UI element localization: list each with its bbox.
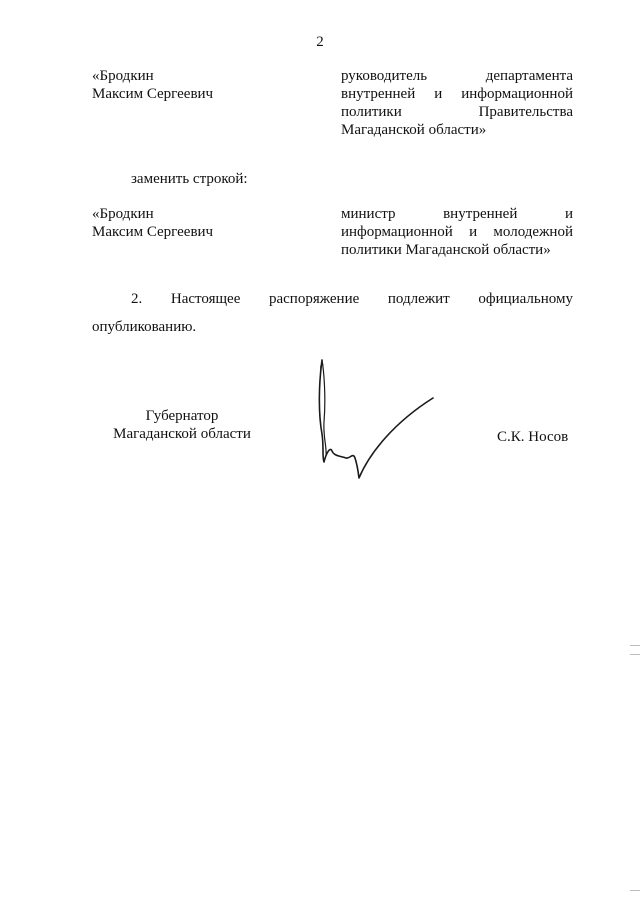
paragraph-2 [92,290,573,336]
signatory-title [92,407,272,443]
position-old [341,67,573,139]
scan-edge-mark [630,890,640,891]
position-new [341,205,573,259]
given-name-line: Максим Сергеевич [92,224,214,240]
signatory-name: С.К. Носов [497,429,569,445]
position-line: политики Магаданской области» [341,242,551,258]
paragraph-line: 2. Настоящее распоряжение подлежит официальному [131,291,573,307]
page-number: 2 [316,34,324,50]
person-name-old [92,67,312,103]
position-line: министр внутренней и [341,206,573,222]
position-line: информационной и молодежной [341,224,573,240]
position-line: руководитель департамента [341,68,573,84]
scan-edge-mark [630,654,640,655]
signatory-title-line: Магаданской области [113,426,251,442]
position-line: Магаданской области» [341,122,487,138]
position-line: политики Правительства [341,104,573,120]
signatory-title-line: Губернатор [145,408,219,424]
paragraph-line: опубликованию. [92,319,197,335]
position-line: внутренней и информационной [341,86,573,102]
surname-line: «Бродкин [92,206,154,222]
handwritten-signature [300,352,450,487]
person-name-new [92,205,312,241]
given-name-line: Максим Сергеевич [92,86,214,102]
surname-line: «Бродкин [92,68,154,84]
replace-instruction: заменить строкой: [131,171,248,187]
scan-edge-mark [630,645,640,646]
